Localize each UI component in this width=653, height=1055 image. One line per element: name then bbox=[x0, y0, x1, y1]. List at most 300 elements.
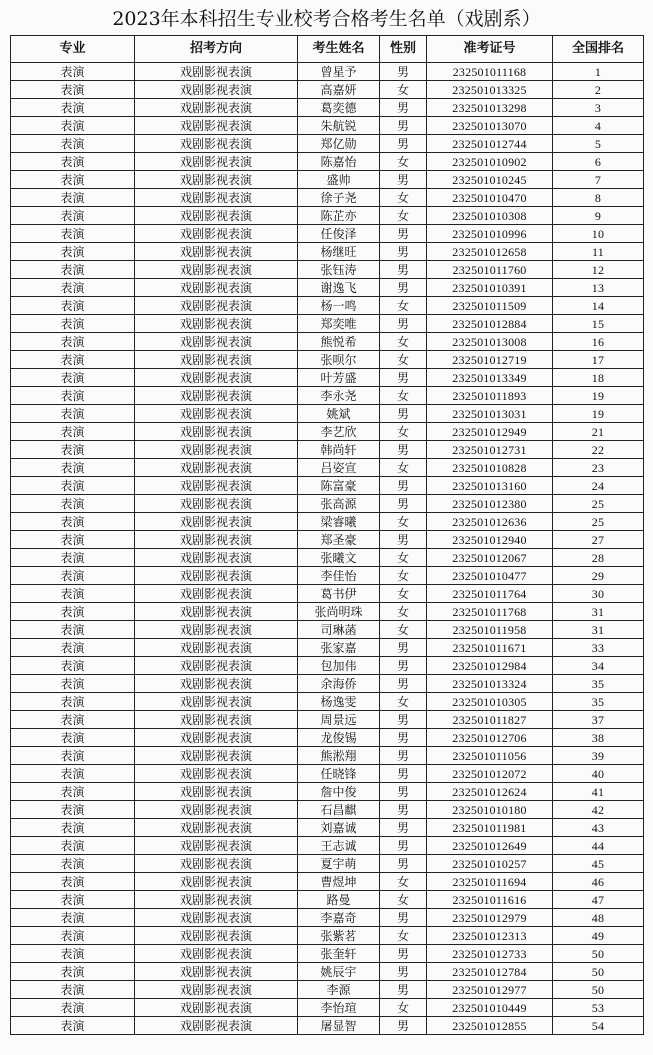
cell-exam-id: 232501011893 bbox=[427, 387, 553, 405]
cell-name: 李源 bbox=[298, 981, 380, 999]
cell-gender: 男 bbox=[380, 765, 427, 783]
cell-direction: 戏剧影视表演 bbox=[135, 567, 298, 585]
cell-direction: 戏剧影视表演 bbox=[135, 549, 298, 567]
table-row bbox=[11, 405, 644, 423]
cell-rank: 21 bbox=[553, 423, 644, 441]
cell-rank: 16 bbox=[553, 333, 644, 351]
cell-name: 叶芳盛 bbox=[298, 369, 380, 387]
cell-direction: 戏剧影视表演 bbox=[135, 945, 298, 963]
cell-major: 表演 bbox=[11, 135, 135, 153]
candidate-table bbox=[10, 35, 644, 1035]
cell-rank: 25 bbox=[553, 513, 644, 531]
cell-direction: 戏剧影视表演 bbox=[135, 243, 298, 261]
cell-rank: 33 bbox=[553, 639, 644, 657]
cell-major: 表演 bbox=[11, 567, 135, 585]
cell-direction: 戏剧影视表演 bbox=[135, 981, 298, 999]
cell-name: 包加伟 bbox=[298, 657, 380, 675]
cell-rank: 47 bbox=[553, 891, 644, 909]
cell-gender: 男 bbox=[380, 261, 427, 279]
cell-rank: 25 bbox=[553, 495, 644, 513]
cell-name: 曾星予 bbox=[298, 63, 380, 81]
cell-gender: 男 bbox=[380, 909, 427, 927]
cell-exam-id: 232501011958 bbox=[427, 621, 553, 639]
cell-direction: 戏剧影视表演 bbox=[135, 747, 298, 765]
table-row bbox=[11, 927, 644, 945]
cell-gender: 女 bbox=[380, 513, 427, 531]
cell-name: 陈芷亦 bbox=[298, 207, 380, 225]
cell-exam-id: 232501012380 bbox=[427, 495, 553, 513]
cell-gender: 女 bbox=[380, 567, 427, 585]
cell-direction: 戏剧影视表演 bbox=[135, 711, 298, 729]
column-header-name: 考生姓名 bbox=[298, 36, 380, 63]
cell-gender: 女 bbox=[380, 387, 427, 405]
cell-major: 表演 bbox=[11, 765, 135, 783]
cell-name: 余海侨 bbox=[298, 675, 380, 693]
table-row bbox=[11, 639, 644, 657]
cell-gender: 男 bbox=[380, 225, 427, 243]
cell-gender: 女 bbox=[380, 999, 427, 1017]
cell-exam-id: 232501012984 bbox=[427, 657, 553, 675]
cell-major: 表演 bbox=[11, 171, 135, 189]
cell-direction: 戏剧影视表演 bbox=[135, 63, 298, 81]
cell-exam-id: 232501012949 bbox=[427, 423, 553, 441]
table-row bbox=[11, 549, 644, 567]
cell-name: 王志诚 bbox=[298, 837, 380, 855]
column-header-exam-id: 准考证号 bbox=[427, 36, 553, 63]
table-row bbox=[11, 567, 644, 585]
cell-name: 张紫茗 bbox=[298, 927, 380, 945]
table-row bbox=[11, 369, 644, 387]
cell-exam-id: 232501012940 bbox=[427, 531, 553, 549]
cell-name: 韩尚轩 bbox=[298, 441, 380, 459]
cell-exam-id: 232501013160 bbox=[427, 477, 553, 495]
cell-exam-id: 232501012744 bbox=[427, 135, 553, 153]
table-row bbox=[11, 243, 644, 261]
cell-exam-id: 232501010180 bbox=[427, 801, 553, 819]
cell-gender: 男 bbox=[380, 171, 427, 189]
cell-exam-id: 232501013324 bbox=[427, 675, 553, 693]
cell-gender: 男 bbox=[380, 801, 427, 819]
cell-gender: 男 bbox=[380, 63, 427, 81]
cell-major: 表演 bbox=[11, 351, 135, 369]
cell-exam-id: 232501010996 bbox=[427, 225, 553, 243]
cell-rank: 54 bbox=[553, 1017, 644, 1035]
cell-major: 表演 bbox=[11, 873, 135, 891]
column-header-direction: 招考方向 bbox=[135, 36, 298, 63]
cell-gender: 男 bbox=[380, 531, 427, 549]
cell-exam-id: 232501012658 bbox=[427, 243, 553, 261]
cell-rank: 50 bbox=[553, 981, 644, 999]
cell-direction: 戏剧影视表演 bbox=[135, 261, 298, 279]
cell-gender: 男 bbox=[380, 99, 427, 117]
cell-exam-id: 232501012649 bbox=[427, 837, 553, 855]
cell-rank: 15 bbox=[553, 315, 644, 333]
cell-direction: 戏剧影视表演 bbox=[135, 333, 298, 351]
table-row bbox=[11, 297, 644, 315]
cell-direction: 戏剧影视表演 bbox=[135, 153, 298, 171]
table-row bbox=[11, 783, 644, 801]
table-row bbox=[11, 117, 644, 135]
cell-direction: 戏剧影视表演 bbox=[135, 135, 298, 153]
cell-exam-id: 232501010305 bbox=[427, 693, 553, 711]
cell-name: 任晓锋 bbox=[298, 765, 380, 783]
cell-exam-id: 232501010828 bbox=[427, 459, 553, 477]
cell-name: 徐子尧 bbox=[298, 189, 380, 207]
cell-rank: 50 bbox=[553, 963, 644, 981]
cell-direction: 戏剧影视表演 bbox=[135, 621, 298, 639]
cell-major: 表演 bbox=[11, 999, 135, 1017]
cell-gender: 女 bbox=[380, 153, 427, 171]
cell-gender: 女 bbox=[380, 873, 427, 891]
cell-direction: 戏剧影视表演 bbox=[135, 675, 298, 693]
cell-rank: 17 bbox=[553, 351, 644, 369]
cell-gender: 男 bbox=[380, 369, 427, 387]
table-row bbox=[11, 333, 644, 351]
cell-name: 路曼 bbox=[298, 891, 380, 909]
cell-direction: 戏剧影视表演 bbox=[135, 171, 298, 189]
cell-exam-id: 232501011694 bbox=[427, 873, 553, 891]
cell-exam-id: 232501013349 bbox=[427, 369, 553, 387]
cell-exam-id: 232501012313 bbox=[427, 927, 553, 945]
cell-gender: 男 bbox=[380, 711, 427, 729]
cell-rank: 31 bbox=[553, 603, 644, 621]
cell-rank: 19 bbox=[553, 405, 644, 423]
cell-gender: 女 bbox=[380, 297, 427, 315]
cell-rank: 46 bbox=[553, 873, 644, 891]
table-row bbox=[11, 261, 644, 279]
cell-major: 表演 bbox=[11, 387, 135, 405]
cell-gender: 女 bbox=[380, 351, 427, 369]
page-title: 2023年本科招生专业校考合格考生名单（戏剧系） bbox=[112, 8, 541, 30]
cell-direction: 戏剧影视表演 bbox=[135, 117, 298, 135]
table-row bbox=[11, 909, 644, 927]
cell-rank: 5 bbox=[553, 135, 644, 153]
table-row bbox=[11, 675, 644, 693]
cell-rank: 30 bbox=[553, 585, 644, 603]
cell-major: 表演 bbox=[11, 189, 135, 207]
cell-gender: 女 bbox=[380, 423, 427, 441]
cell-name: 李怡瑄 bbox=[298, 999, 380, 1017]
cell-name: 郑圣豪 bbox=[298, 531, 380, 549]
cell-name: 姚辰宇 bbox=[298, 963, 380, 981]
table-row bbox=[11, 765, 644, 783]
cell-direction: 戏剧影视表演 bbox=[135, 459, 298, 477]
cell-rank: 18 bbox=[553, 369, 644, 387]
cell-name: 张奎轩 bbox=[298, 945, 380, 963]
cell-major: 表演 bbox=[11, 405, 135, 423]
table-row bbox=[11, 657, 644, 675]
cell-direction: 戏剧影视表演 bbox=[135, 279, 298, 297]
cell-rank: 4 bbox=[553, 117, 644, 135]
cell-direction: 戏剧影视表演 bbox=[135, 927, 298, 945]
cell-rank: 11 bbox=[553, 243, 644, 261]
cell-exam-id: 232501012884 bbox=[427, 315, 553, 333]
cell-major: 表演 bbox=[11, 675, 135, 693]
cell-major: 表演 bbox=[11, 837, 135, 855]
cell-name: 张钰涛 bbox=[298, 261, 380, 279]
cell-rank: 53 bbox=[553, 999, 644, 1017]
cell-gender: 男 bbox=[380, 279, 427, 297]
table-row bbox=[11, 711, 644, 729]
table-row bbox=[11, 891, 644, 909]
table-row bbox=[11, 387, 644, 405]
table-row bbox=[11, 99, 644, 117]
cell-direction: 戏剧影视表演 bbox=[135, 837, 298, 855]
cell-major: 表演 bbox=[11, 315, 135, 333]
cell-rank: 28 bbox=[553, 549, 644, 567]
cell-exam-id: 232501010449 bbox=[427, 999, 553, 1017]
table-row bbox=[11, 603, 644, 621]
cell-major: 表演 bbox=[11, 891, 135, 909]
cell-gender: 男 bbox=[380, 819, 427, 837]
cell-gender: 女 bbox=[380, 927, 427, 945]
cell-major: 表演 bbox=[11, 297, 135, 315]
cell-major: 表演 bbox=[11, 99, 135, 117]
cell-name: 朱航锐 bbox=[298, 117, 380, 135]
table-row bbox=[11, 873, 644, 891]
cell-direction: 戏剧影视表演 bbox=[135, 189, 298, 207]
table-row bbox=[11, 459, 644, 477]
cell-direction: 戏剧影视表演 bbox=[135, 405, 298, 423]
cell-rank: 29 bbox=[553, 567, 644, 585]
cell-direction: 戏剧影视表演 bbox=[135, 819, 298, 837]
cell-gender: 男 bbox=[380, 117, 427, 135]
cell-exam-id: 232501011509 bbox=[427, 297, 553, 315]
cell-gender: 女 bbox=[380, 333, 427, 351]
cell-name: 李佳怡 bbox=[298, 567, 380, 585]
cell-rank: 3 bbox=[553, 99, 644, 117]
cell-name: 郑亿勋 bbox=[298, 135, 380, 153]
cell-major: 表演 bbox=[11, 531, 135, 549]
cell-rank: 23 bbox=[553, 459, 644, 477]
cell-direction: 戏剧影视表演 bbox=[135, 765, 298, 783]
cell-gender: 男 bbox=[380, 441, 427, 459]
cell-rank: 31 bbox=[553, 621, 644, 639]
table-row bbox=[11, 441, 644, 459]
cell-direction: 戏剧影视表演 bbox=[135, 657, 298, 675]
cell-name: 郑奕唯 bbox=[298, 315, 380, 333]
cell-exam-id: 232501012733 bbox=[427, 945, 553, 963]
cell-name: 熊悦希 bbox=[298, 333, 380, 351]
cell-major: 表演 bbox=[11, 1017, 135, 1035]
cell-name: 詹中俊 bbox=[298, 783, 380, 801]
cell-name: 葛书伊 bbox=[298, 585, 380, 603]
cell-direction: 戏剧影视表演 bbox=[135, 81, 298, 99]
cell-gender: 女 bbox=[380, 549, 427, 567]
cell-exam-id: 232501012636 bbox=[427, 513, 553, 531]
cell-gender: 男 bbox=[380, 963, 427, 981]
cell-gender: 男 bbox=[380, 729, 427, 747]
table-row bbox=[11, 495, 644, 513]
cell-rank: 38 bbox=[553, 729, 644, 747]
cell-exam-id: 232501013298 bbox=[427, 99, 553, 117]
cell-gender: 男 bbox=[380, 783, 427, 801]
column-header-rank: 全国排名 bbox=[553, 36, 644, 63]
cell-exam-id: 232501012706 bbox=[427, 729, 553, 747]
cell-major: 表演 bbox=[11, 729, 135, 747]
cell-direction: 戏剧影视表演 bbox=[135, 423, 298, 441]
cell-major: 表演 bbox=[11, 693, 135, 711]
cell-major: 表演 bbox=[11, 585, 135, 603]
cell-rank: 24 bbox=[553, 477, 644, 495]
cell-major: 表演 bbox=[11, 927, 135, 945]
cell-rank: 41 bbox=[553, 783, 644, 801]
cell-exam-id: 232501013008 bbox=[427, 333, 553, 351]
cell-exam-id: 232501010257 bbox=[427, 855, 553, 873]
cell-rank: 13 bbox=[553, 279, 644, 297]
cell-major: 表演 bbox=[11, 243, 135, 261]
cell-name: 杨一鸣 bbox=[298, 297, 380, 315]
cell-exam-id: 232501010470 bbox=[427, 189, 553, 207]
cell-name: 龙俊锡 bbox=[298, 729, 380, 747]
cell-name: 姚斌 bbox=[298, 405, 380, 423]
cell-name: 曹煜坤 bbox=[298, 873, 380, 891]
cell-rank: 8 bbox=[553, 189, 644, 207]
cell-exam-id: 232501011168 bbox=[427, 63, 553, 81]
cell-rank: 2 bbox=[553, 81, 644, 99]
table-row bbox=[11, 225, 644, 243]
table-row bbox=[11, 477, 644, 495]
cell-exam-id: 232501012731 bbox=[427, 441, 553, 459]
cell-gender: 男 bbox=[380, 315, 427, 333]
cell-gender: 女 bbox=[380, 207, 427, 225]
cell-direction: 戏剧影视表演 bbox=[135, 477, 298, 495]
cell-rank: 40 bbox=[553, 765, 644, 783]
cell-name: 李嘉奇 bbox=[298, 909, 380, 927]
cell-major: 表演 bbox=[11, 153, 135, 171]
column-header-major: 专业 bbox=[11, 36, 135, 63]
cell-gender: 男 bbox=[380, 405, 427, 423]
cell-rank: 22 bbox=[553, 441, 644, 459]
cell-major: 表演 bbox=[11, 981, 135, 999]
cell-gender: 男 bbox=[380, 639, 427, 657]
cell-gender: 男 bbox=[380, 981, 427, 999]
cell-rank: 43 bbox=[553, 819, 644, 837]
cell-rank: 42 bbox=[553, 801, 644, 819]
table-row bbox=[11, 945, 644, 963]
cell-direction: 戏剧影视表演 bbox=[135, 387, 298, 405]
cell-name: 张呗尔 bbox=[298, 351, 380, 369]
cell-gender: 男 bbox=[380, 675, 427, 693]
cell-major: 表演 bbox=[11, 819, 135, 837]
cell-direction: 戏剧影视表演 bbox=[135, 585, 298, 603]
cell-name: 陈富豪 bbox=[298, 477, 380, 495]
table-row bbox=[11, 81, 644, 99]
cell-direction: 戏剧影视表演 bbox=[135, 603, 298, 621]
table-row bbox=[11, 153, 644, 171]
cell-name: 张家嘉 bbox=[298, 639, 380, 657]
cell-rank: 50 bbox=[553, 945, 644, 963]
table-row bbox=[11, 279, 644, 297]
cell-rank: 14 bbox=[553, 297, 644, 315]
cell-major: 表演 bbox=[11, 657, 135, 675]
cell-major: 表演 bbox=[11, 747, 135, 765]
cell-major: 表演 bbox=[11, 261, 135, 279]
cell-exam-id: 232501011827 bbox=[427, 711, 553, 729]
cell-rank: 6 bbox=[553, 153, 644, 171]
cell-exam-id: 232501011760 bbox=[427, 261, 553, 279]
cell-rank: 37 bbox=[553, 711, 644, 729]
cell-major: 表演 bbox=[11, 783, 135, 801]
cell-name: 张高源 bbox=[298, 495, 380, 513]
cell-name: 张曦文 bbox=[298, 549, 380, 567]
cell-major: 表演 bbox=[11, 207, 135, 225]
cell-rank: 7 bbox=[553, 171, 644, 189]
cell-exam-id: 232501010245 bbox=[427, 171, 553, 189]
cell-exam-id: 232501013070 bbox=[427, 117, 553, 135]
table-row bbox=[11, 171, 644, 189]
cell-name: 刘嘉诚 bbox=[298, 819, 380, 837]
table-row bbox=[11, 729, 644, 747]
cell-exam-id: 232501011671 bbox=[427, 639, 553, 657]
cell-rank: 1 bbox=[553, 63, 644, 81]
cell-exam-id: 232501011768 bbox=[427, 603, 553, 621]
cell-major: 表演 bbox=[11, 117, 135, 135]
cell-exam-id: 232501013031 bbox=[427, 405, 553, 423]
cell-rank: 45 bbox=[553, 855, 644, 873]
cell-direction: 戏剧影视表演 bbox=[135, 531, 298, 549]
table-row bbox=[11, 315, 644, 333]
cell-rank: 34 bbox=[553, 657, 644, 675]
cell-rank: 44 bbox=[553, 837, 644, 855]
cell-gender: 男 bbox=[380, 135, 427, 153]
table-row bbox=[11, 189, 644, 207]
cell-exam-id: 232501012719 bbox=[427, 351, 553, 369]
cell-gender: 男 bbox=[380, 477, 427, 495]
cell-name: 任俊泽 bbox=[298, 225, 380, 243]
cell-major: 表演 bbox=[11, 477, 135, 495]
cell-major: 表演 bbox=[11, 225, 135, 243]
cell-direction: 戏剧影视表演 bbox=[135, 351, 298, 369]
cell-gender: 男 bbox=[380, 1017, 427, 1035]
cell-gender: 男 bbox=[380, 657, 427, 675]
cell-exam-id: 232501013325 bbox=[427, 81, 553, 99]
cell-direction: 戏剧影视表演 bbox=[135, 225, 298, 243]
cell-rank: 35 bbox=[553, 675, 644, 693]
cell-major: 表演 bbox=[11, 423, 135, 441]
cell-major: 表演 bbox=[11, 441, 135, 459]
cell-exam-id: 232501011981 bbox=[427, 819, 553, 837]
table-row bbox=[11, 693, 644, 711]
table-row bbox=[11, 585, 644, 603]
table-header bbox=[11, 36, 644, 63]
cell-major: 表演 bbox=[11, 909, 135, 927]
cell-gender: 男 bbox=[380, 243, 427, 261]
cell-rank: 39 bbox=[553, 747, 644, 765]
cell-gender: 男 bbox=[380, 747, 427, 765]
table-row bbox=[11, 855, 644, 873]
cell-name: 谢逸飞 bbox=[298, 279, 380, 297]
cell-name: 葛奕德 bbox=[298, 99, 380, 117]
cell-name: 杨逸雯 bbox=[298, 693, 380, 711]
table-row bbox=[11, 621, 644, 639]
cell-name: 夏宇萌 bbox=[298, 855, 380, 873]
cell-exam-id: 232501011616 bbox=[427, 891, 553, 909]
cell-direction: 戏剧影视表演 bbox=[135, 729, 298, 747]
cell-direction: 戏剧影视表演 bbox=[135, 99, 298, 117]
cell-name: 高嘉妍 bbox=[298, 81, 380, 99]
cell-direction: 戏剧影视表演 bbox=[135, 441, 298, 459]
cell-gender: 女 bbox=[380, 603, 427, 621]
cell-name: 周景远 bbox=[298, 711, 380, 729]
cell-direction: 戏剧影视表演 bbox=[135, 639, 298, 657]
cell-direction: 戏剧影视表演 bbox=[135, 315, 298, 333]
cell-name: 陈嘉怡 bbox=[298, 153, 380, 171]
cell-direction: 戏剧影视表演 bbox=[135, 891, 298, 909]
table-row bbox=[11, 513, 644, 531]
cell-major: 表演 bbox=[11, 801, 135, 819]
cell-exam-id: 232501012072 bbox=[427, 765, 553, 783]
